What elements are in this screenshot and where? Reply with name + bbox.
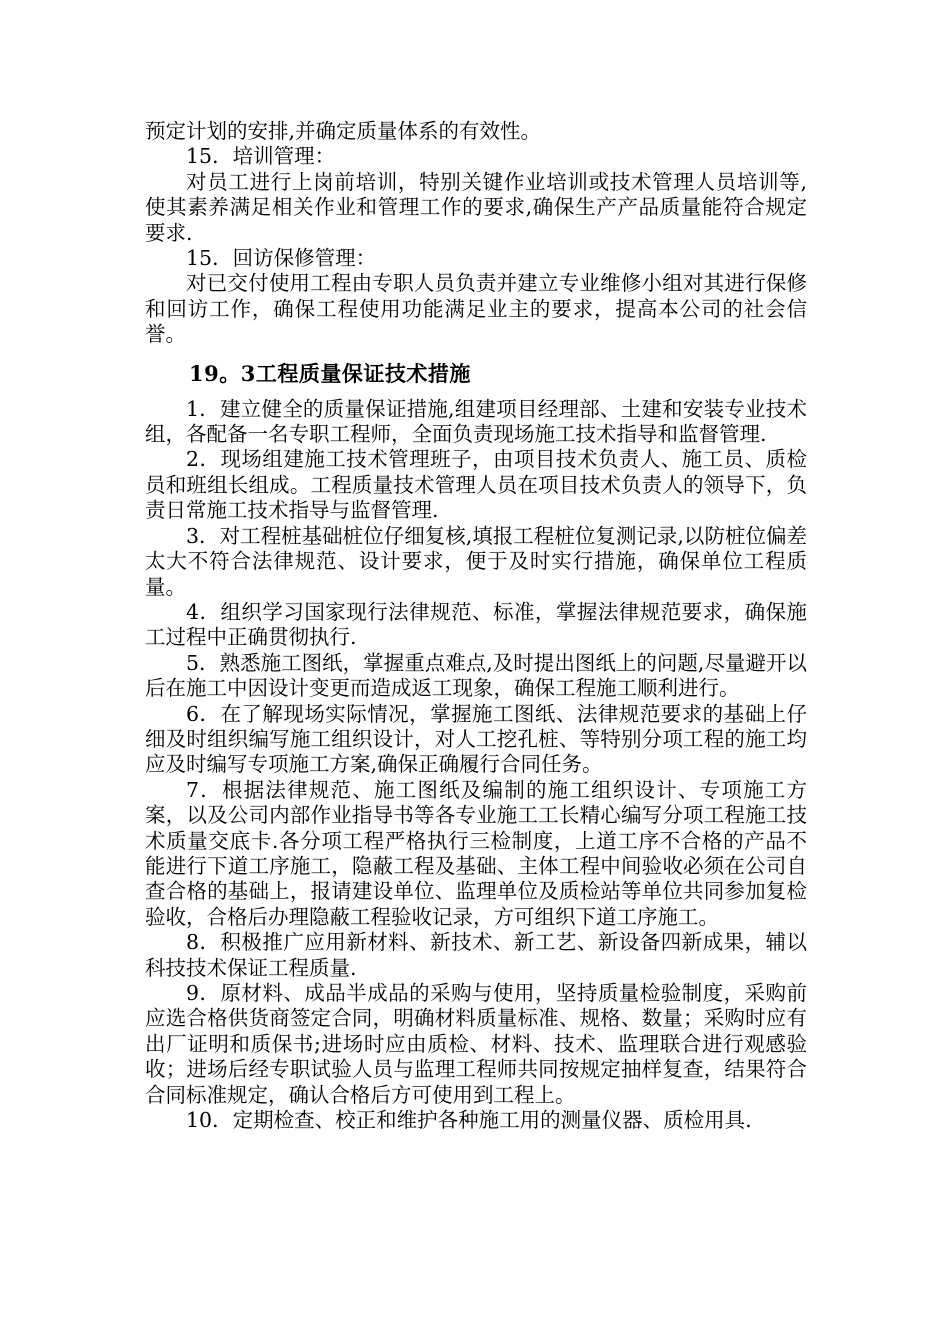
paragraph: 5．熟悉施工图纸，掌握重点难点,及时提出图纸上的问题,尽量避开以后在施工中因设计变更而造成返工现象，确保工程施工顺利进行。 [145,650,807,701]
paragraph: 对已交付使用工程由专职人员负责并建立专业维修小组对其进行保修和回访工作，确保工程使用功能满足业主的要求，提高本公司的社会信誉。 [145,271,807,347]
paragraph: 对员工进行上岗前培训，特别关键作业培训或技术管理人员培训等,使其素养满足相关作业和管理工作的要求,确保生产产品质量能符合规定要求. [145,169,807,245]
section-heading: 19。3工程质量保证技术措施 [189,360,471,386]
paragraph: 预定计划的安排,并确定质量体系的有效性。 [145,119,542,143]
paragraph: 15．回访保修管理： [186,246,377,271]
paragraph: 1．建立健全的质量保证措施,组建项目经理部、土建和安装专业技术组，各配备一名专职工程师，全面负责现场施工技术指导和监督管理. [145,396,807,447]
paragraph: 6．在了解现场实际情况，掌握施工图纸、法律规范要求的基础上仔细及时组织编写施工组织设计，对人工挖孔桩、等特别分项工程的施工均应及时编写专项施工方案,确保正确履行合同任务。 [145,701,807,777]
paragraph: 9．原材料、成品半成品的采购与使用，坚持质量检验制度，采购前应选合格供货商签定合同，明确材料质量标准、规格、数量；采购时应有出厂证明和质保书;进场时应由质检、材料、技术、监理联合进行观感验收；进场后经专职试验人员与监理工程师共同按规定抽样复查，结果符合合同标准规定，确认合格后方可使用到工程上。 [145,981,807,1107]
paragraph: 4．组织学习国家现行法律规范、标准，掌握法律规范要求，确保施工过程中正确贯彻执行. [145,599,807,650]
section-body [145,397,807,1134]
paragraph: 7．根据法律规范、施工图纸及编制的施工组织设计、专项施工方案，以及公司内部作业指导书等各专业施工工长精心编写分项工程施工技术质量交底卡.各分项工程严格执行三检制度，上道工序不合格的产品不能进行下道工序施工，隐蔽工程及基础、主体工程中间验收必须在公司自查合格的基础上，报请建设单位、监理单位及质检站等单位共同参加复检验收，合格后办理隐蔽工程验收记录，方可组织下道工序施工。 [145,777,807,929]
paragraph: 2．现场组建施工技术管理班子，由项目技术负责人、施工员、质检员和班组长组成。工程质量技术管理人员在项目技术负责人的领导下，负责日常施工技术指导与监督管理. [145,447,807,523]
paragraph: 15．培训管理： [186,144,336,169]
paragraph: 8．积极推广应用新材料、新技术、新工艺、新设备四新成果，辅以科技技术保证工程质量. [145,930,807,980]
paragraph: 10．定期检查、校正和维护各种施工用的测量仪器、质检用具. [186,1108,752,1133]
paragraph: 3．对工程桩基础桩位仔细复核,填报工程桩位复测记录,以防桩位偏差太大不符合法律规范、设计要求，便于及时实行措施，确保单位工程质量。 [145,523,807,599]
section-intro [145,119,807,348]
document-body [145,119,807,1133]
